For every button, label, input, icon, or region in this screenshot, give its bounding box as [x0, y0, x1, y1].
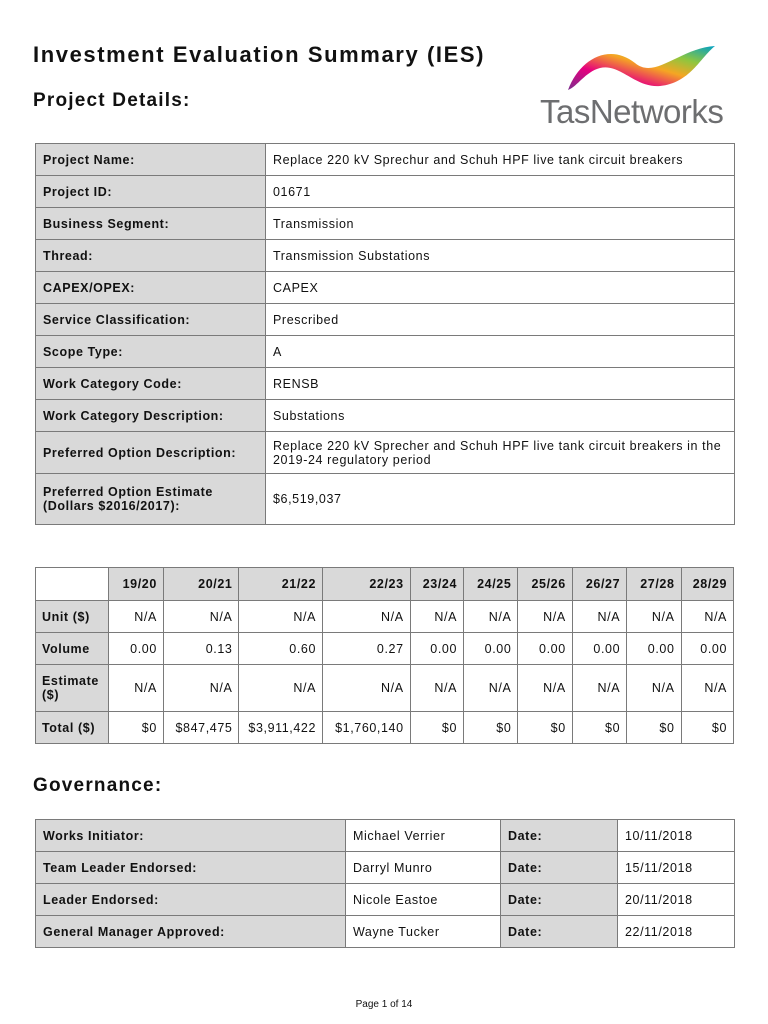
financial-cell: $1,760,140 [323, 712, 411, 744]
financial-cell: N/A [108, 665, 163, 712]
detail-row [36, 176, 735, 208]
governance-date-label: Date: [501, 916, 618, 948]
year-header: 23/24 [410, 568, 463, 601]
year-header: 26/27 [572, 568, 626, 601]
detail-label: Preferred Option Description: [36, 432, 266, 474]
financial-row-label: Unit ($) [36, 601, 109, 633]
financial-cell: N/A [572, 601, 626, 633]
financial-cell: N/A [627, 601, 681, 633]
financial-cell: $847,475 [163, 712, 239, 744]
financial-cell: 0.00 [410, 633, 463, 665]
financial-cell: $0 [464, 712, 518, 744]
detail-row [36, 240, 735, 272]
year-header: 24/25 [464, 568, 518, 601]
financial-cell: N/A [323, 601, 411, 633]
detail-value: Substations [266, 400, 735, 432]
detail-row [36, 474, 735, 525]
detail-label: Project Name: [36, 144, 266, 176]
governance-date: 10/11/2018 [618, 820, 735, 852]
financial-cell: 0.00 [572, 633, 626, 665]
governance-date: 22/11/2018 [618, 916, 735, 948]
governance-heading: Governance: [33, 775, 163, 796]
governance-date-label: Date: [501, 852, 618, 884]
detail-value: Prescribed [266, 304, 735, 336]
tasnetworks-logo [540, 38, 740, 130]
detail-label: Work Category Code: [36, 368, 266, 400]
detail-value: A [266, 336, 735, 368]
financial-cell: N/A [239, 601, 323, 633]
governance-role: General Manager Approved: [36, 916, 346, 948]
financial-cell: N/A [410, 601, 463, 633]
financial-cell: $0 [410, 712, 463, 744]
financial-cell: N/A [410, 665, 463, 712]
governance-row [36, 884, 735, 916]
year-header: 28/29 [681, 568, 733, 601]
governance-name: Wayne Tucker [346, 916, 501, 948]
financial-cell: 0.00 [681, 633, 733, 665]
detail-value: RENSB [266, 368, 735, 400]
financial-cell: $0 [518, 712, 572, 744]
detail-label: CAPEX/OPEX: [36, 272, 266, 304]
year-header: 19/20 [108, 568, 163, 601]
financial-cell: N/A [163, 601, 239, 633]
financial-cell: 0.00 [518, 633, 572, 665]
detail-row [36, 336, 735, 368]
governance-row [36, 852, 735, 884]
detail-value: CAPEX [266, 272, 735, 304]
detail-label: Work Category Description: [36, 400, 266, 432]
financial-cell: 0.00 [627, 633, 681, 665]
year-header: 22/23 [323, 568, 411, 601]
governance-date-label: Date: [501, 820, 618, 852]
detail-label: Preferred Option Estimate (Dollars $2016/2017): [36, 474, 266, 525]
financial-row [36, 712, 734, 744]
governance-name: Darryl Munro [346, 852, 501, 884]
financial-row [36, 665, 734, 712]
financial-cell: 0.13 [163, 633, 239, 665]
financials-table [35, 567, 734, 744]
detail-row [36, 400, 735, 432]
detail-label: Scope Type: [36, 336, 266, 368]
governance-role: Works Initiator: [36, 820, 346, 852]
governance-role: Leader Endorsed: [36, 884, 346, 916]
financial-cell: N/A [518, 601, 572, 633]
logo-wordmark: TasNetworks [540, 93, 724, 130]
detail-row [36, 304, 735, 336]
financial-cell: 0.27 [323, 633, 411, 665]
financial-cell: 0.00 [464, 633, 518, 665]
governance-date-label: Date: [501, 884, 618, 916]
detail-row [36, 208, 735, 240]
detail-value: Transmission [266, 208, 735, 240]
financial-cell: $3,911,422 [239, 712, 323, 744]
year-header: 25/26 [518, 568, 572, 601]
financial-cell: N/A [681, 601, 733, 633]
financial-row-label: Total ($) [36, 712, 109, 744]
financial-cell: N/A [464, 601, 518, 633]
detail-label: Service Classification: [36, 304, 266, 336]
year-header: 20/21 [163, 568, 239, 601]
governance-role: Team Leader Endorsed: [36, 852, 346, 884]
project-details-heading: Project Details: [33, 90, 191, 111]
financial-row-label: Volume [36, 633, 109, 665]
financial-cell: N/A [163, 665, 239, 712]
detail-value: Transmission Substations [266, 240, 735, 272]
detail-value: 01671 [266, 176, 735, 208]
financial-cell: N/A [681, 665, 733, 712]
detail-label: Business Segment: [36, 208, 266, 240]
financial-cell: $0 [627, 712, 681, 744]
financial-cell: $0 [572, 712, 626, 744]
financial-cell: $0 [108, 712, 163, 744]
detail-value: Replace 220 kV Sprecher and Schuh HPF live tank circuit breakers in the 2019-24 regulatory period [266, 432, 735, 474]
logo-ribbon-icon [540, 38, 740, 98]
detail-value: Replace 220 kV Sprechur and Schuh HPF live tank circuit breakers [266, 144, 735, 176]
detail-label: Project ID: [36, 176, 266, 208]
financial-cell: N/A [464, 665, 518, 712]
governance-name: Nicole Eastoe [346, 884, 501, 916]
financial-cell: N/A [627, 665, 681, 712]
detail-label: Thread: [36, 240, 266, 272]
page-number: Page 1 of 14 [355, 999, 413, 1010]
financial-cell: N/A [518, 665, 572, 712]
financial-cell: N/A [323, 665, 411, 712]
financial-cell: N/A [572, 665, 626, 712]
governance-row [36, 820, 735, 852]
financial-cell: $0 [681, 712, 733, 744]
detail-row [36, 272, 735, 304]
financial-cell: 0.00 [108, 633, 163, 665]
detail-value: $6,519,037 [266, 474, 735, 525]
governance-row [36, 916, 735, 948]
governance-name: Michael Verrier [346, 820, 501, 852]
financial-cell: N/A [239, 665, 323, 712]
governance-date: 15/11/2018 [618, 852, 735, 884]
year-header: 21/22 [239, 568, 323, 601]
financial-row-label: Estimate ($) [36, 665, 109, 712]
governance-date: 20/11/2018 [618, 884, 735, 916]
governance-table [35, 819, 735, 948]
financial-cell: N/A [108, 601, 163, 633]
financial-row [36, 601, 734, 633]
year-header: 27/28 [627, 568, 681, 601]
detail-row [36, 432, 735, 474]
project-details-table [35, 143, 735, 525]
page-title: Investment Evaluation Summary (IES) [33, 42, 486, 67]
detail-row [36, 368, 735, 400]
financial-row [36, 633, 734, 665]
financial-cell: 0.60 [239, 633, 323, 665]
detail-row [36, 144, 735, 176]
corner-cell [36, 568, 109, 601]
